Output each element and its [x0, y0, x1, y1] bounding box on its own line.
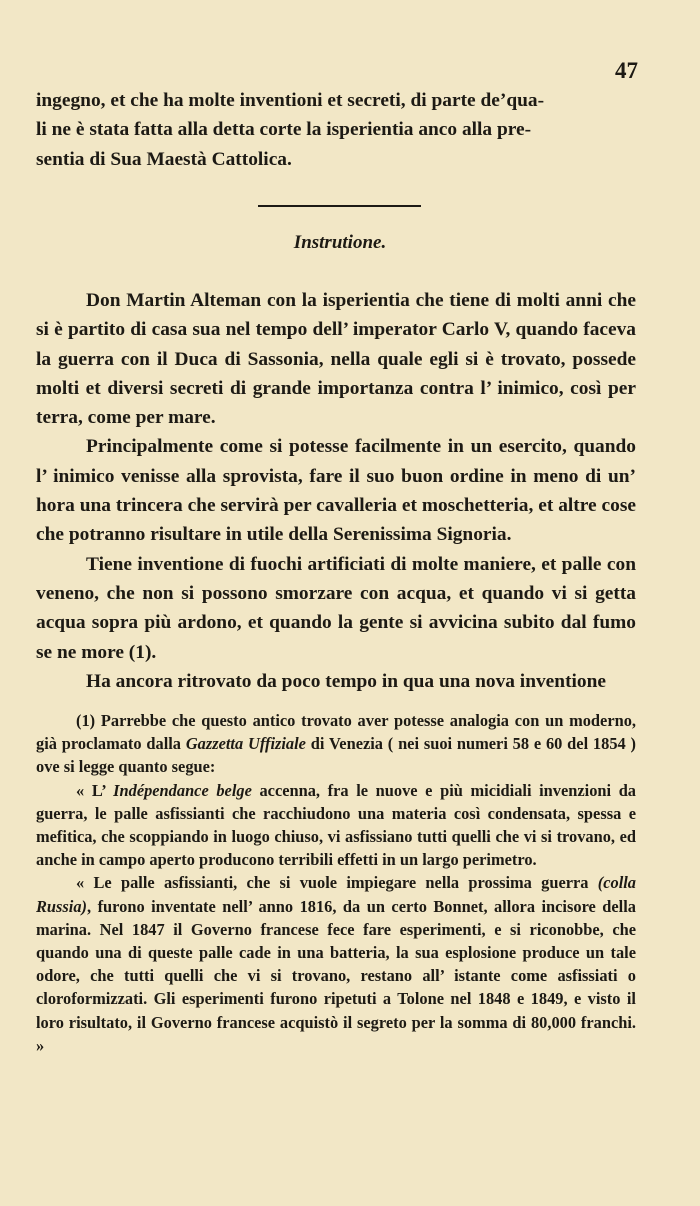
paragraph: Tiene inventione di fuochi artificiati di molte maniere, et palle con veneno, che non si possono smorzare con acqua, et quando vi si getta acqua sopra più ardono, et quando la gente si avvicina subito dal fumo se ne more (1).: [36, 553, 636, 663]
footnote-text: di Venezia ( nei suoi numeri 58 e 60 del 1854 ) ove si legge quanto segue:: [36, 734, 636, 777]
footnote: [36, 709, 636, 1057]
footnote-paragraph: [36, 779, 636, 872]
footnote-italic: (colla Russia): [36, 873, 636, 916]
footnote-text: , furono inventate nell’ anno 1816, da un certo Bonnet, allora incisore della marina. Nel 1847 il Governo francese fece fare esperimenti, e si riconobbe, che quando una di queste palle cade in una batteria, la sua esplosione produce un tale odore, che tutti quelli che vi si trovano, restano all’ istante come asfissiati o cloroformizzati. Gli esperimenti furono ripetuti a Tolone nel 1848 e 1849, e visto il loro risultato, il Governo francese acquistò il segreto per la somma di 80,000 franchi. »: [36, 896, 636, 1055]
intro-line: sentia di Sua Maestà Cattolica.: [36, 148, 292, 170]
intro-line: ingegno, et che ha molte inventioni et secreti, di parte de’qua-: [36, 90, 545, 111]
footnote-paragraph: [36, 871, 636, 1057]
footnote-paragraph: [36, 709, 636, 779]
footnote-text: « L’: [76, 780, 114, 800]
intro-paragraph: [36, 86, 636, 174]
intro-line: li ne è stata fatta alla detta corte la isperientia anco alla pre-: [36, 119, 532, 141]
paragraph: Ha ancora ritrovato da poco tempo in qua una nova inventione: [86, 670, 606, 692]
paragraph: Principalmente come si potesse facilmente in un esercito, quando l’ inimico venisse alla sprovista, fare il suo buon ordine in meno di un’ hora una trincera che servirà per cavalleria et moschetteria, et altre cose che potranno risultare in utile della Serenissima Signoria.: [36, 436, 636, 546]
page-number: 47: [615, 58, 638, 83]
paragraph: Don Martin Alteman con la isperientia che tiene di molti anni che si è partito di casa sua nel tempo dell’ imperator Carlo V, quando faceva la guerra con il Duca di Sassonia, nella quale egli si è trovato, possede molti et diversi secreti di grande importanza contra l’ inimico, così per terra, come per mare.: [36, 290, 636, 429]
footnote-text: (1) Parrebbe che questo antico trovato aver potesse analogia con un moderno, già proclamato dalla: [36, 711, 636, 754]
footnote-text: accenna, fra le nuove e più micidiali invenzioni da guerra, le palle asfissianti che racchiudono una materia così condensata, spessa e mefitica, che scoppiando in luogo chiuso, vi asfissiano tutti quelli che vi si trovano, ed anche in campo aperto producono terribili effetti in un largo perimetro.: [36, 780, 637, 870]
main-text: [36, 286, 636, 696]
section-heading: Instrutione.: [293, 232, 387, 253]
footnote-italic: Indépendance belge: [113, 780, 252, 800]
footnote-italic: Gazzetta Uffiziale: [185, 734, 306, 754]
section-divider: [258, 205, 421, 207]
footnote-text: « Le palle asfissianti, che si vuole impiegare nella prossima guerra: [76, 873, 598, 893]
